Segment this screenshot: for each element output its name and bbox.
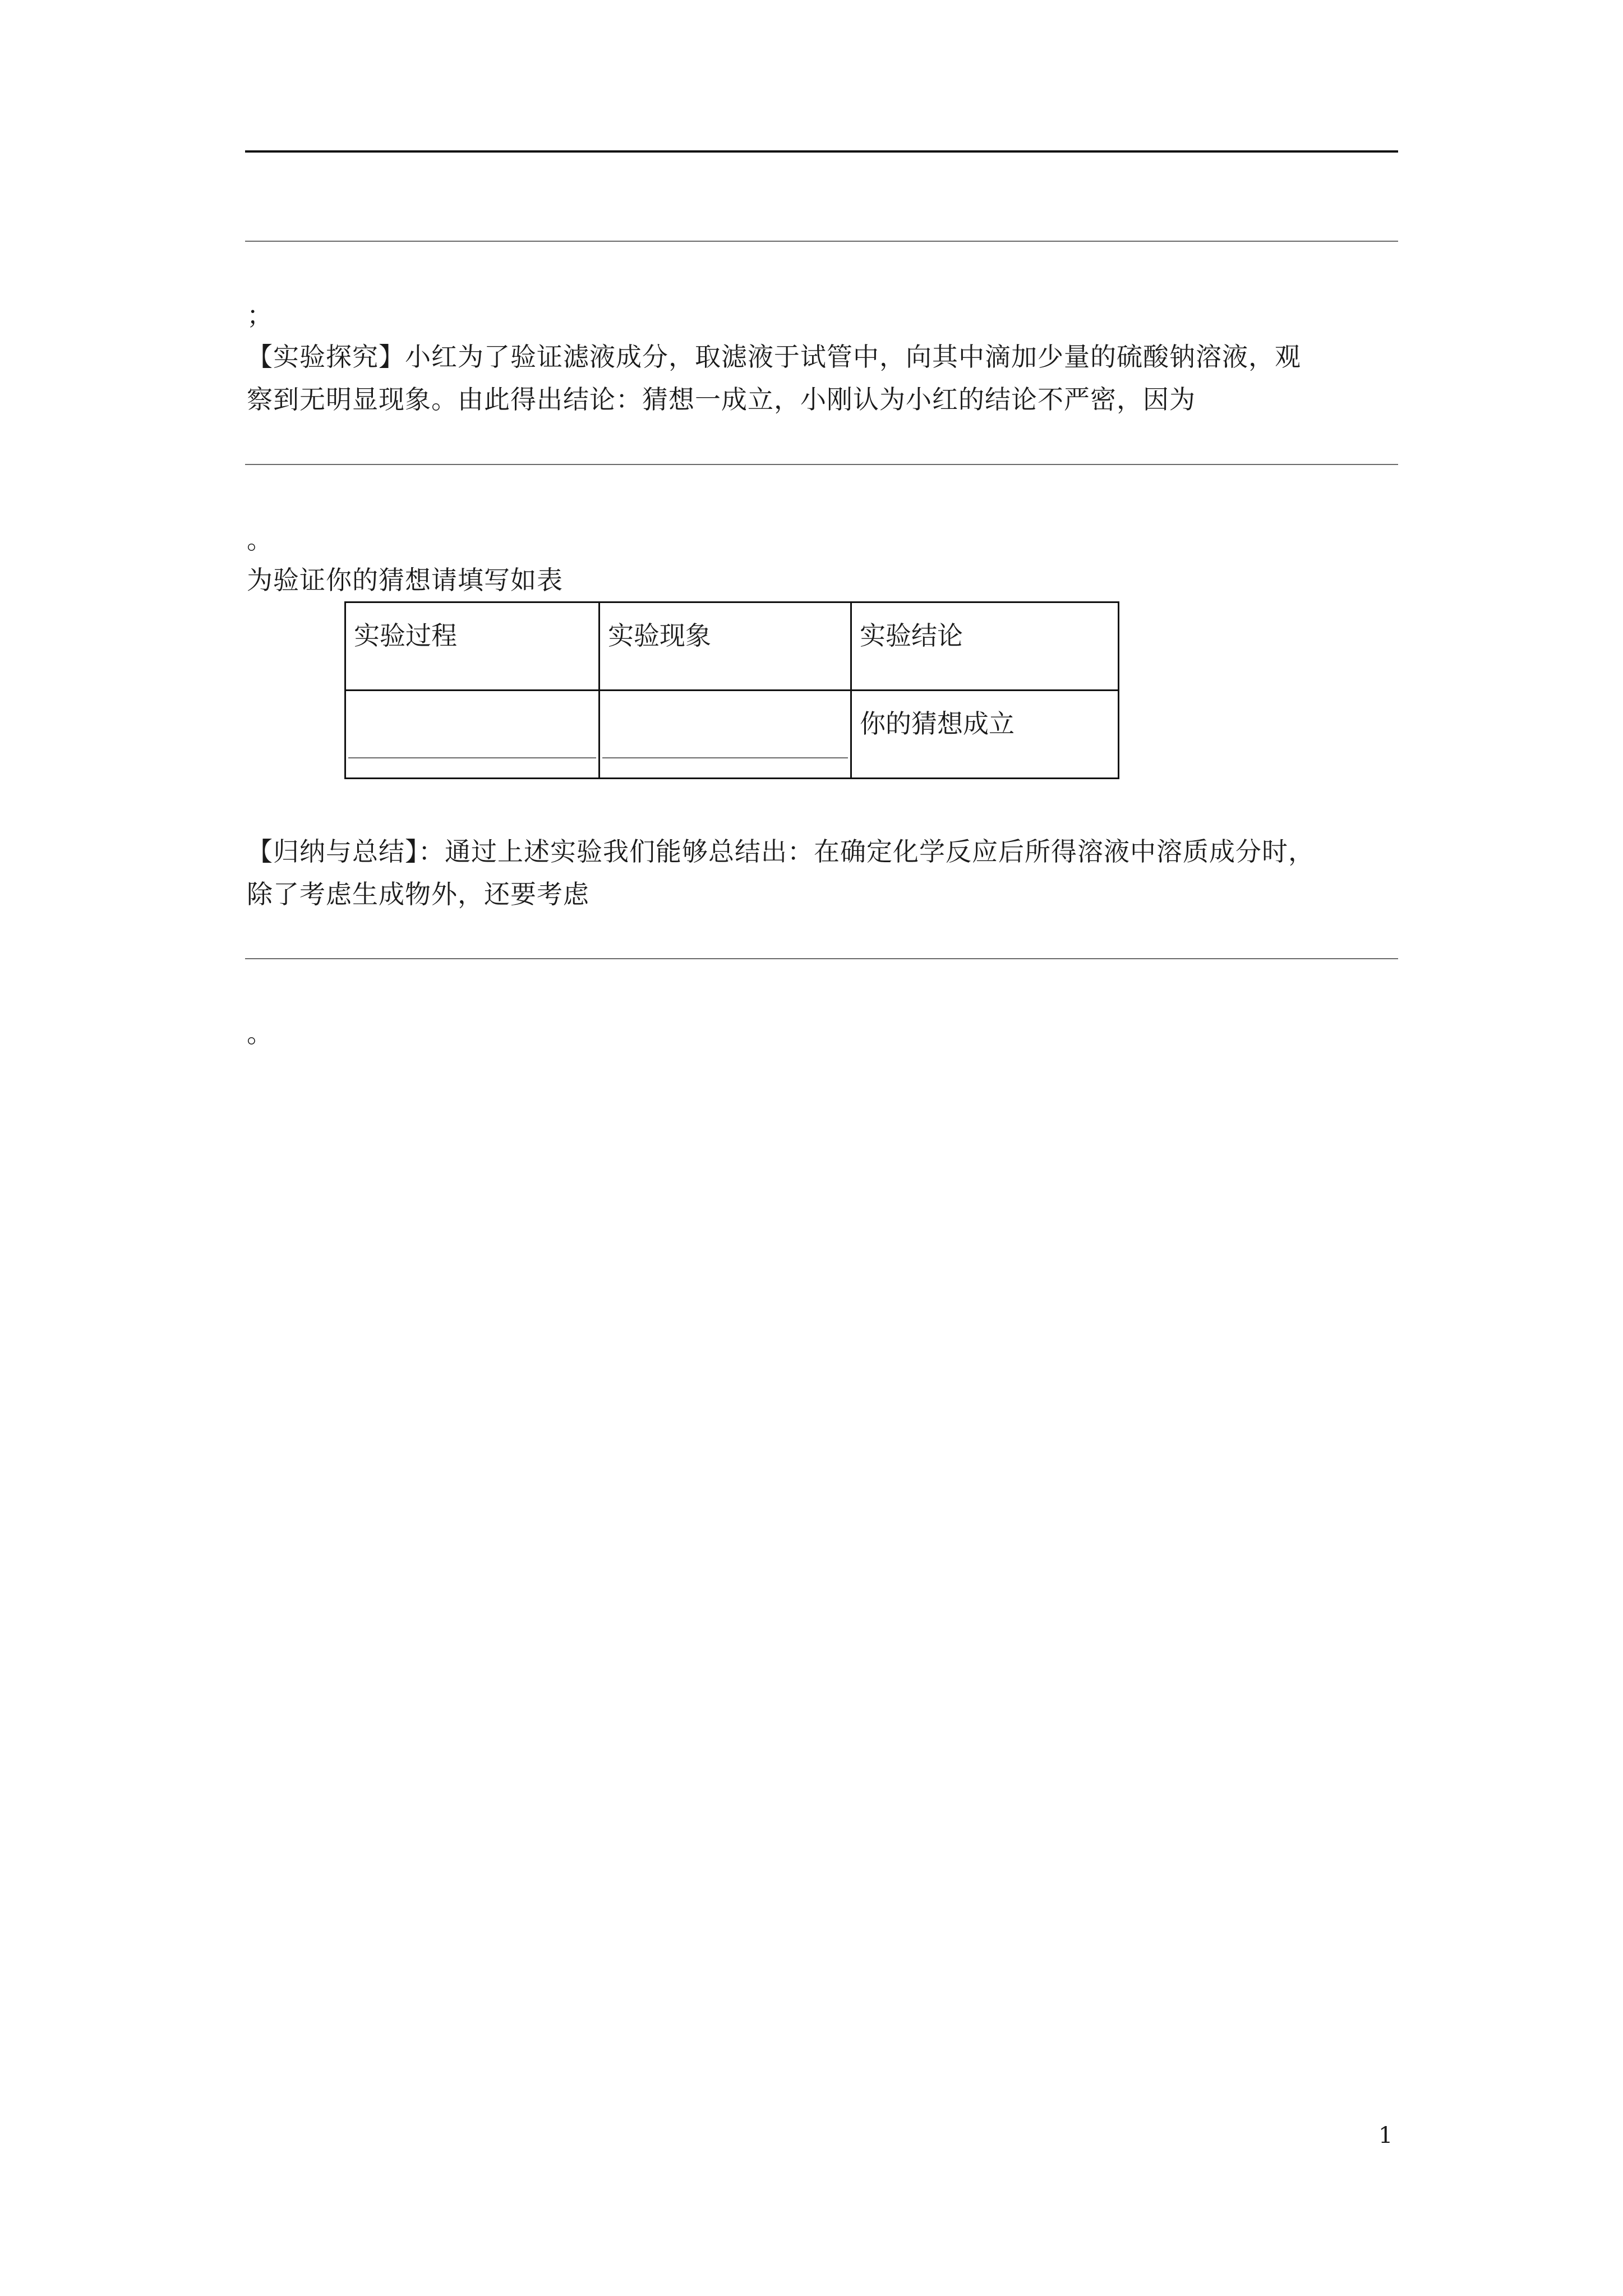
table-header-process: 实验过程 <box>345 602 600 691</box>
table-header-conclusion: 实验结论 <box>851 602 1119 691</box>
table-header-row <box>345 602 1119 691</box>
page-number: 1 <box>1378 2123 1393 2148</box>
fill-blank-process <box>348 757 596 758</box>
table-header-phenomenon: 实验现象 <box>600 602 851 691</box>
text-line-table-intro: 为验证你的猜想请填写如表 <box>247 565 563 595</box>
answer-line-2 <box>245 464 1398 465</box>
text-line-semicolon: ； <box>247 300 273 330</box>
top-rule <box>245 150 1398 153</box>
text-line-summary-1: 【归纳与总结】：通过上述实验我们能够总结出：在确定化学反应后所得溶液中溶质成分时， <box>247 836 1315 867</box>
table-cell-process[interactable] <box>345 691 600 779</box>
table-cell-phenomenon[interactable] <box>600 691 851 779</box>
table-row <box>345 691 1119 779</box>
answer-line-1 <box>245 241 1398 242</box>
answer-line-3 <box>245 958 1398 959</box>
text-line-period-1: 。 <box>247 524 273 555</box>
table-cell-conclusion: 你的猜想成立 <box>851 691 1119 779</box>
experiment-table <box>344 601 1119 779</box>
text-line-experiment-2: 察到无明显现象。由此得出结论：猜想一成立，小刚认为小红的结论不严密，因为 <box>247 384 1196 415</box>
text-line-summary-2: 除了考虑生成物外，还要考虑 <box>247 879 589 909</box>
text-line-period-2: 。 <box>247 1018 273 1048</box>
text-line-experiment-1: 【实验探究】小红为了验证滤液成分，取滤液于试管中，向其中滴加少量的硫酸钠溶液，观 <box>247 342 1301 372</box>
fill-blank-phenomenon <box>602 757 848 758</box>
